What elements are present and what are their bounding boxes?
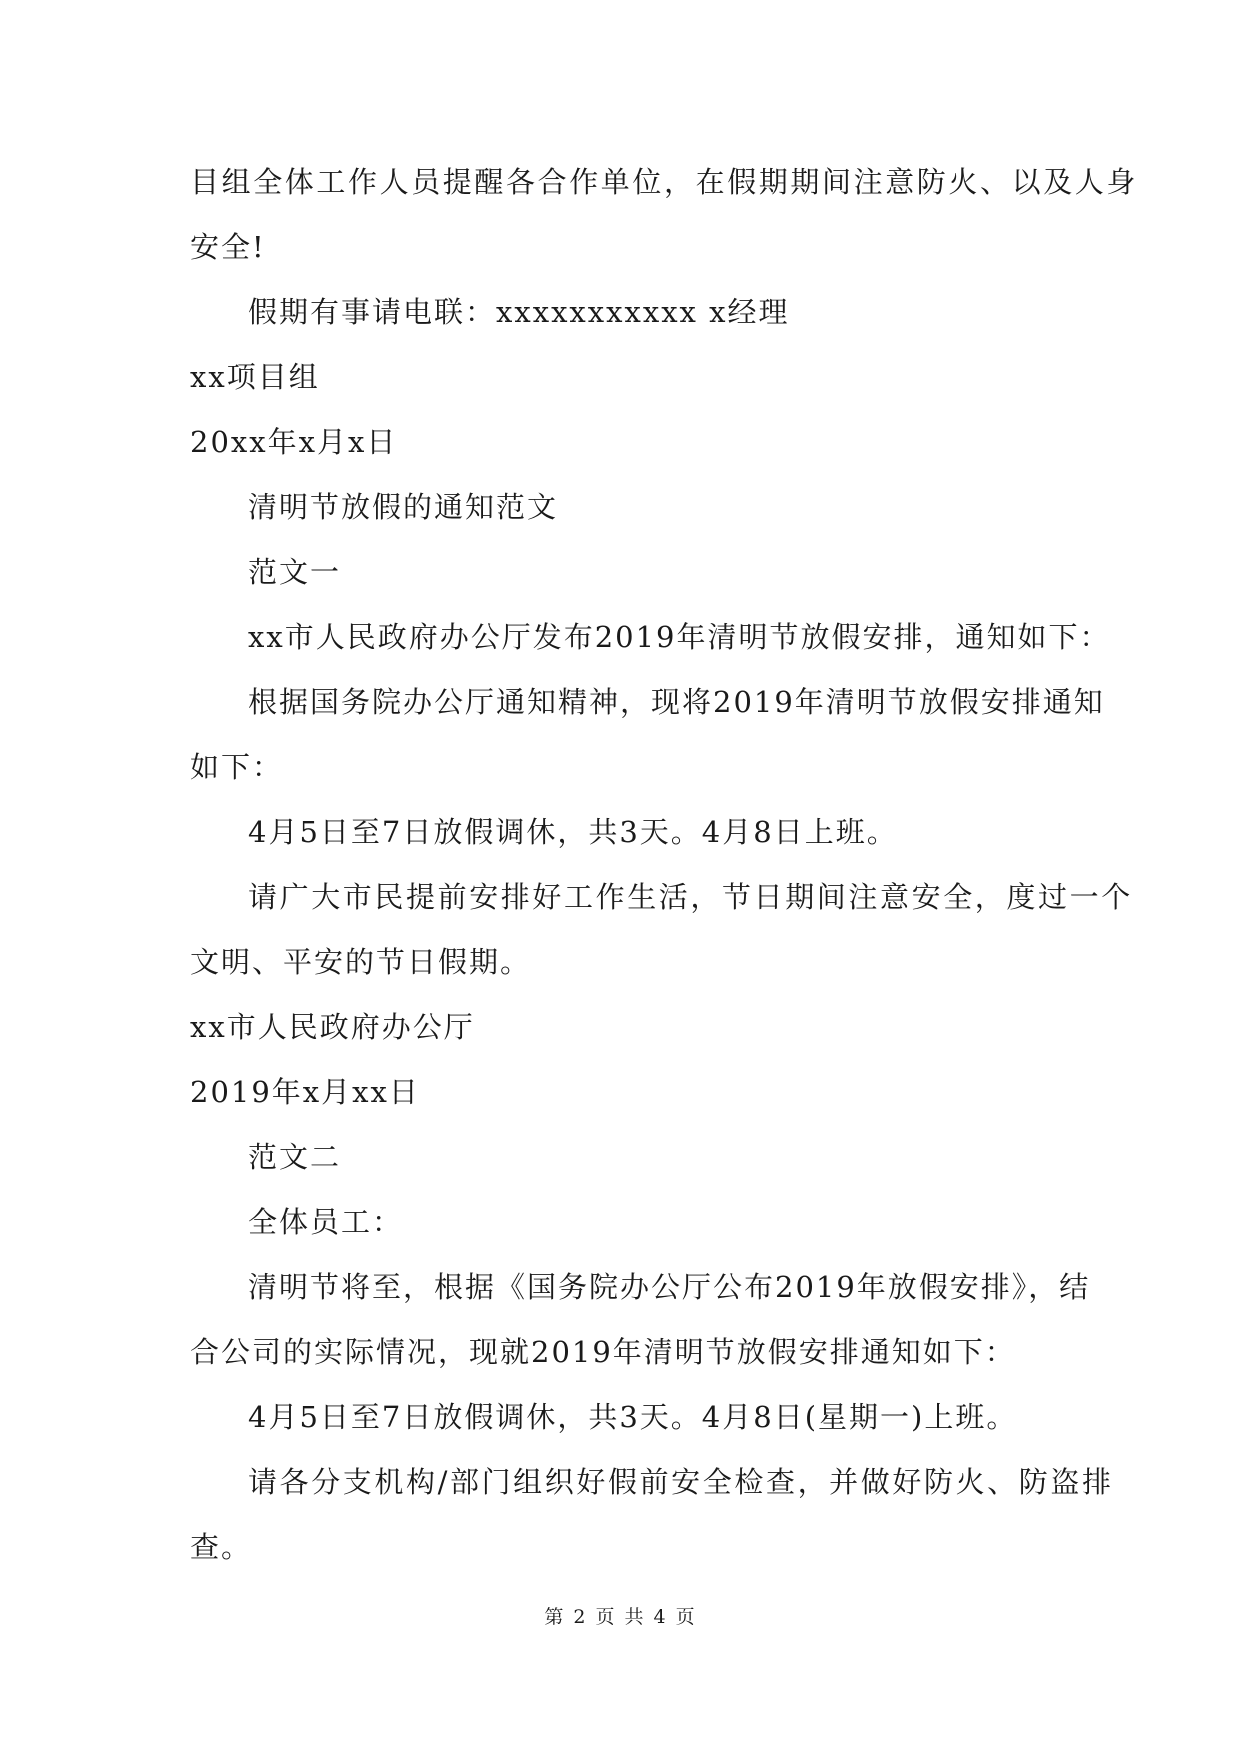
paragraph-line: 请各分支机构/部门组织好假前安全检查，并做好防火、防盗排: [248, 1465, 1114, 1499]
paragraph-line: 目组全体工作人员提醒各合作单位，在假期期间注意防火、以及人身: [190, 165, 1139, 199]
contact-line: 假期有事请电联：xxxxxxxxxxx x经理: [248, 295, 790, 329]
paragraph-line: 查。: [190, 1530, 253, 1564]
paragraph-line: xx市人民政府办公厅发布2019年清明节放假安排，通知如下：: [248, 620, 1111, 654]
sample-heading-1: 范文一: [248, 555, 342, 589]
sample-heading-2: 范文二: [248, 1140, 342, 1174]
paragraph-line: 如下：: [190, 750, 284, 784]
paragraph-line: 根据国务院办公厅通知精神，现将2019年清明节放假安排通知: [248, 685, 1105, 719]
paragraph-line: 清明节将至，根据《国务院办公厅公布2019年放假安排》，结: [248, 1270, 1091, 1304]
salutation: 全体员工：: [248, 1205, 404, 1239]
paragraph-line: 请广大市民提前安排好工作生活，节日期间注意安全，度过一个: [248, 880, 1133, 914]
paragraph-line: 安全!: [190, 230, 266, 264]
document-body: [190, 150, 1139, 1580]
signature-date: 20xx年x月x日: [190, 425, 398, 459]
paragraph-line: 合公司的实际情况，现就2019年清明节放假安排通知如下：: [190, 1335, 1016, 1369]
section-heading: 清明节放假的通知范文: [248, 490, 559, 524]
signature-organization: xx市人民政府办公厅: [190, 1010, 475, 1044]
page-number-footer: 第 2 页 共 4 页: [544, 1606, 697, 1628]
paragraph-line: 文明、平安的节日假期。: [190, 945, 532, 979]
paragraph-line: 4月5日至7日放假调休，共3天。4月8日上班。: [248, 815, 898, 849]
signature-date: 2019年x月xx日: [190, 1075, 420, 1109]
paragraph-line: 4月5日至7日放假调休，共3天。4月8日(星期一)上班。: [248, 1400, 1018, 1434]
signature-organization: xx项目组: [190, 360, 320, 394]
